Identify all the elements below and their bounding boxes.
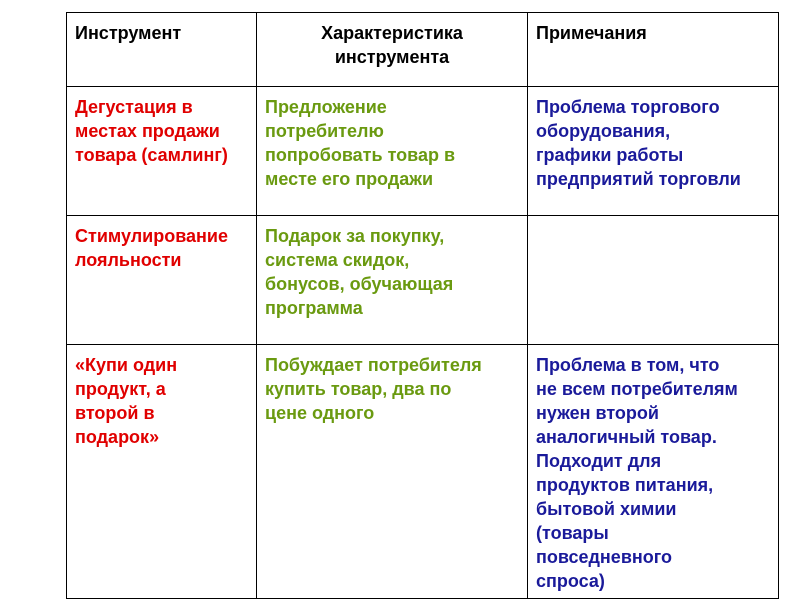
header-characteristic-label: Характеристика инструмента xyxy=(321,23,463,67)
header-notes-label: Примечания xyxy=(536,23,647,43)
cell-characteristic xyxy=(257,345,528,599)
table-row xyxy=(67,216,779,345)
header-cell-characteristic xyxy=(257,13,528,87)
cell-notes xyxy=(528,216,779,345)
header-cell-notes xyxy=(528,13,779,87)
cell-characteristic xyxy=(257,216,528,345)
cell-tool xyxy=(67,87,257,216)
table-header-row xyxy=(67,13,779,87)
cell-tool xyxy=(67,216,257,345)
notes-text: Проблема торгового оборудования, графики работы предприятий торговли xyxy=(536,97,741,189)
characteristic-text: Предложение потребителю попробовать товар в месте его продажи xyxy=(265,97,456,189)
cell-notes xyxy=(528,87,779,216)
cell-notes xyxy=(528,345,779,599)
tool-text: «Купи один продукт, а второй в подарок» xyxy=(75,355,178,447)
characteristic-text: Побуждает потребителя купить товар, два по цене одного xyxy=(265,355,482,423)
characteristic-text: Подарок за покупку, система скидок, бонусов, обучающая программа xyxy=(265,226,454,318)
cell-characteristic xyxy=(257,87,528,216)
tool-text: Стимулирование лояльности xyxy=(75,226,229,270)
cell-tool xyxy=(67,345,257,599)
table-row xyxy=(67,87,779,216)
tools-table xyxy=(66,12,779,599)
header-tool-label: Инструмент xyxy=(75,23,182,43)
tool-text: Дегустация в местах продажи товара (самлинг) xyxy=(75,97,228,165)
notes-text: Проблема в том, что не всем потребителям нужен второй аналогичный товар. Подходит для продуктов питания, бытовой химии (товары повседневного спроса) xyxy=(536,355,738,591)
header-cell-tool xyxy=(67,13,257,87)
table-row xyxy=(67,345,779,599)
